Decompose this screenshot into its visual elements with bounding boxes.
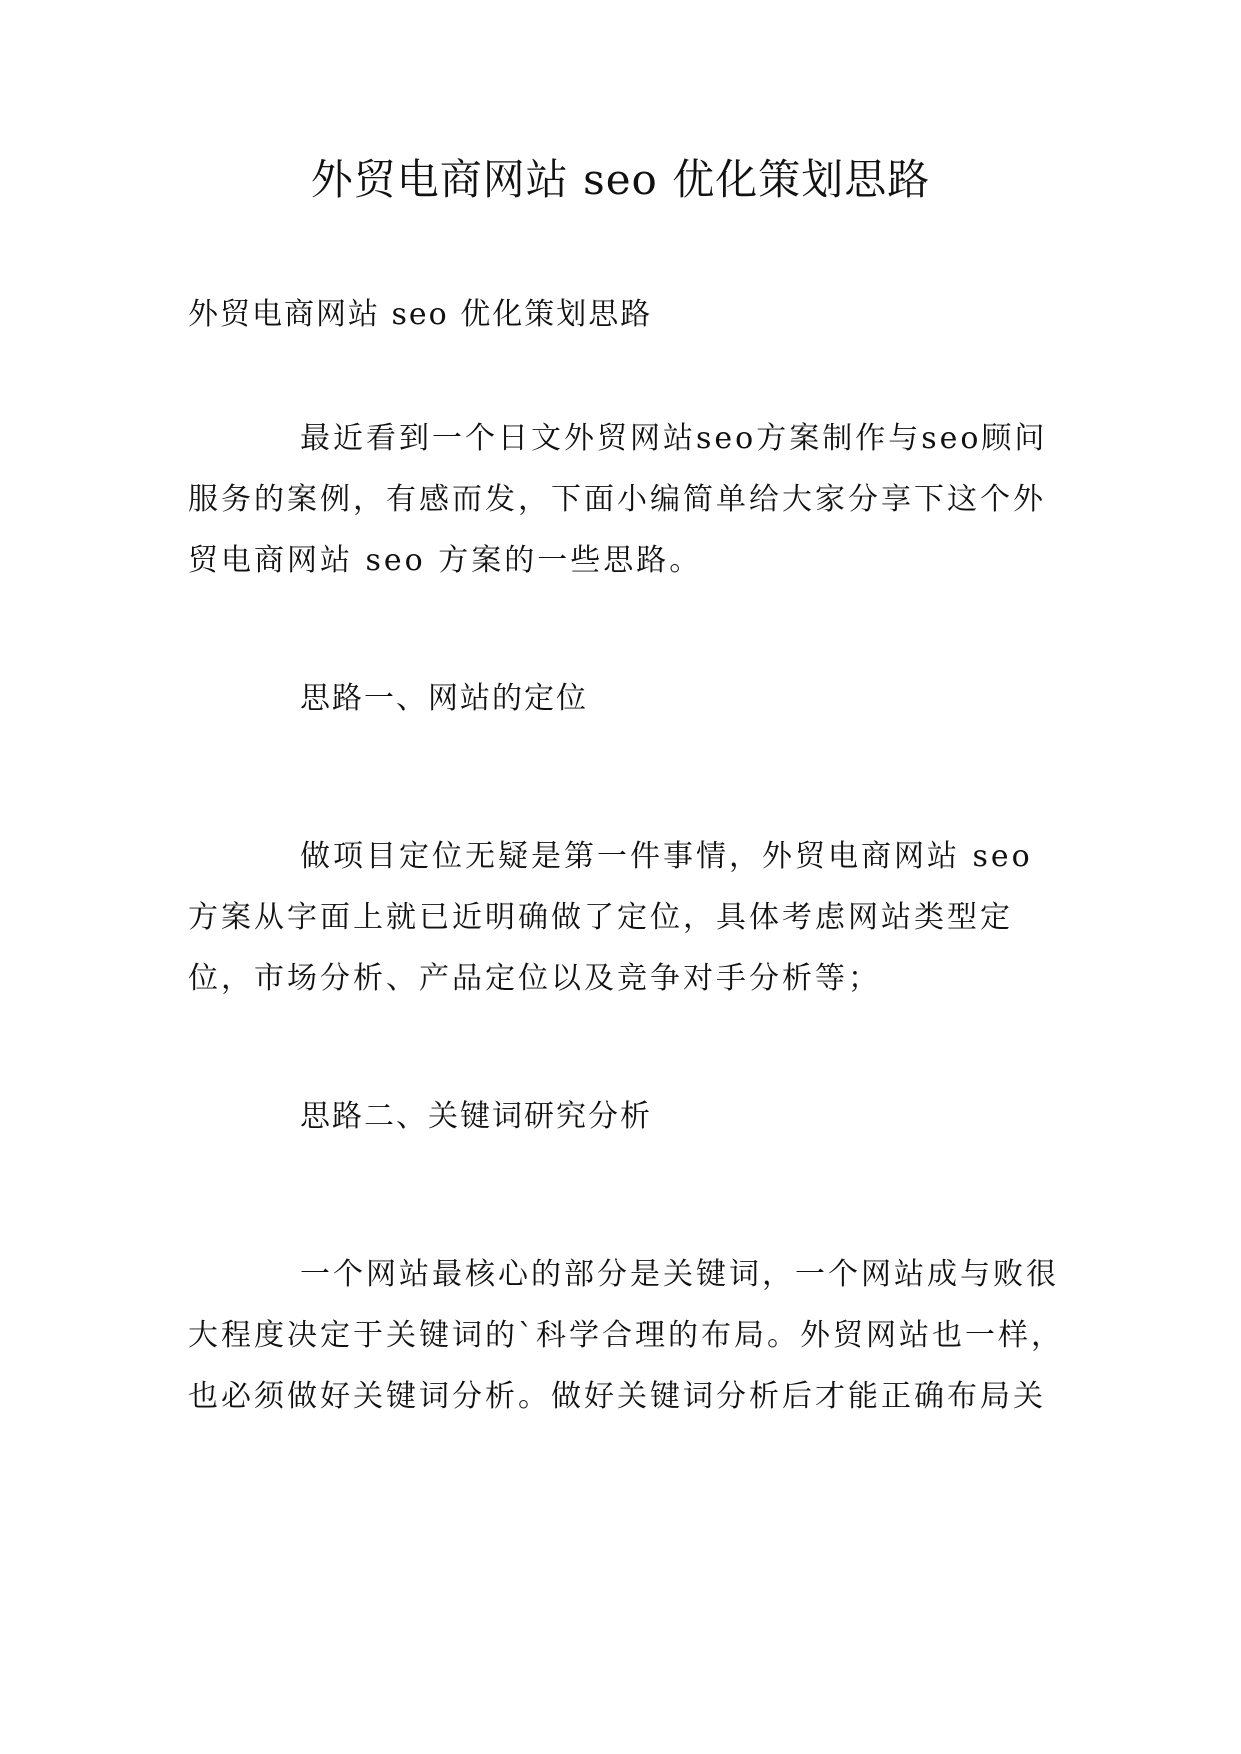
paragraph-positioning: 做项目定位无疑是第一件事情，外贸电商网站 seo 方案从字面上就已近明确做了定位，具体考虑网站类型定位，市场分析、产品定位以及竞争对手分析等； xyxy=(188,839,1033,996)
section-heading-positioning: 思路一、网站的定位 xyxy=(300,681,588,716)
section-heading-keywords: 思路二、关键词研究分析 xyxy=(300,1099,652,1134)
paragraph-intro: 最近看到一个日文外贸网站seo方案制作与seo顾问服务的案例，有感而发，下面小编简单给大家分享下这个外贸电商网站 seo 方案的一些思路。 xyxy=(188,421,1048,578)
document-subtitle: 外贸电商网站 seo 优化策划思路 xyxy=(188,297,653,332)
document-title: 外贸电商网站 seo 优化策划思路 xyxy=(310,155,931,204)
paragraph-keywords: 一个网站最核心的部分是关键词，一个网站成与败很大程度决定于关键词的`科学合理的布局。外贸网站也一样，也必须做好关键词分析。做好关键词分析后才能正确布局关 xyxy=(188,1257,1064,1414)
